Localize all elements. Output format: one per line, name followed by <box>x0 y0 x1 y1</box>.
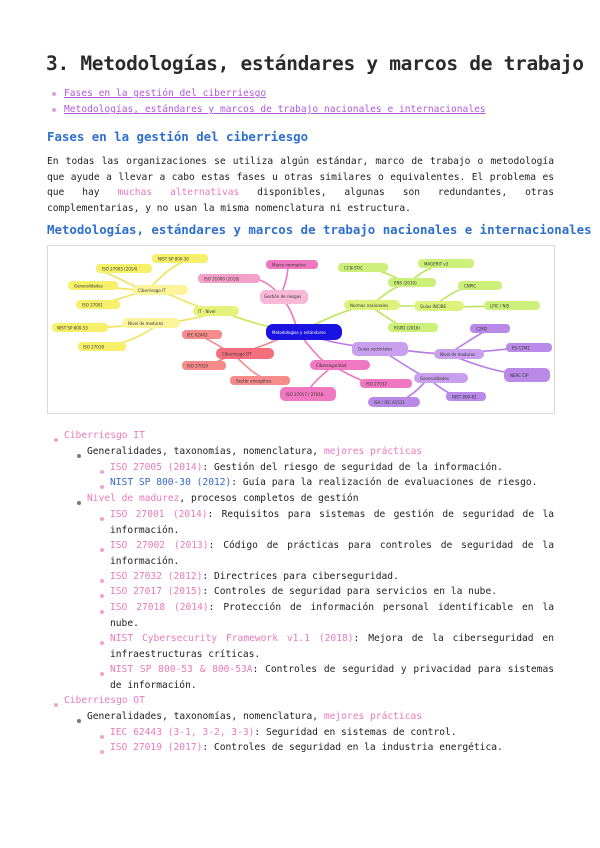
svg-text:ISO 31000 (2018): ISO 31000 (2018) <box>204 276 240 282</box>
standard-desc: : Controles de seguridad en la industria energética. <box>202 742 503 753</box>
standard-desc: : Gestión del riesgo de seguridad de la información. <box>202 462 503 473</box>
bullet-icon <box>100 672 104 676</box>
list-item-standard <box>110 631 554 662</box>
highlight-nivel-madurez: Nivel de madurez <box>87 493 180 504</box>
toc-link-fases[interactable]: Fases en la gestión del ciberriesgo <box>64 88 267 99</box>
list-item-standard <box>110 662 554 693</box>
svg-text:IEC 62443: IEC 62443 <box>187 332 208 338</box>
svg-text:ES-C2M2: ES-C2M2 <box>512 345 530 351</box>
table-of-contents <box>52 88 486 120</box>
list-item-standard <box>110 538 554 569</box>
list-item-it-maturity <box>87 491 358 507</box>
svg-text:ISA / IEC 61511: ISA / IEC 61511 <box>374 400 405 405</box>
svg-text:ISO 27001: ISO 27001 <box>82 302 103 308</box>
standard-desc: : Protección de información personal identificable en la <box>208 602 554 613</box>
standard-desc: : Controles de seguridad para servicios en la nube. <box>202 586 497 597</box>
paragraph-text: En todas las organizaciones se utiliza algún estándar, marco de trabajo o metodología que ayude a llevar a cabo estas fases u otras similares o equivalentes. El problema es que hay <box>47 156 554 198</box>
paragraph-text: disponibles, algunas son redundantes, otras complementarias, y no usan la misma nomenclatura ni estructura. <box>47 187 554 214</box>
standard-name: ISO 27019 (2017) <box>110 742 203 753</box>
list-item-standard <box>110 507 554 538</box>
standard-desc: : Mejora de la ciberseguridad en <box>353 633 554 644</box>
standard-desc: : Código de prácticas para controles de seguridad de la <box>208 540 554 551</box>
list-item-standard <box>110 584 497 600</box>
toc-item[interactable] <box>52 104 486 120</box>
bullet-icon <box>100 485 104 489</box>
item-text: Generalidades, taxonomías, nomenclatura, <box>87 711 324 722</box>
svg-text:Generalidades: Generalidades <box>74 283 103 289</box>
list-item-ot-general <box>87 709 422 725</box>
bullet-icon <box>100 470 104 474</box>
svg-text:Guías sectoriales: Guías sectoriales <box>358 346 393 352</box>
svg-text:Ciberriesgo IT: Ciberriesgo IT <box>138 288 166 293</box>
svg-text:Ciberseguridad: Ciberseguridad <box>316 363 347 368</box>
svg-text:NIST SP 800-53: NIST SP 800-53 <box>57 325 88 331</box>
list-item-standard <box>110 600 554 631</box>
section-heading-fases: Fases en la gestión del ciberriesgo <box>47 129 309 144</box>
standard-desc-cont: nube. <box>110 617 139 629</box>
mindmap-image <box>47 245 555 414</box>
bullet-icon <box>100 750 104 754</box>
standard-name: ISO 27005 (2014) <box>110 462 203 473</box>
standard-desc: : Directrices para ciberseguridad. <box>202 571 399 582</box>
svg-text:Metodologías y estándares: Metodologías y estándares <box>272 330 326 335</box>
svg-text:Generalidades: Generalidades <box>420 376 449 381</box>
svg-text:ISO 27018: ISO 27018 <box>83 344 104 350</box>
bullet-icon <box>100 594 104 598</box>
toc-link-metodologias[interactable]: Metodologías, estándares y marcos de trabajo nacionales e internacionales <box>64 104 486 115</box>
standard-name: NIST SP 800-53 & 800-53A <box>110 664 253 675</box>
bullet-icon <box>77 719 81 723</box>
standard-name: NIST Cybersecurity Framework v1.1 (2018) <box>110 633 354 644</box>
svg-text:ISO 27032: ISO 27032 <box>366 381 387 387</box>
svg-text:ENS (2010): ENS (2010) <box>394 280 417 286</box>
list-item-standard <box>110 460 503 476</box>
standard-name: ISO 27017 (2015) <box>110 586 203 597</box>
standard-desc: : Guía para la realización de evaluaciones de riesgo. <box>231 477 538 488</box>
svg-text:Nivel de madurez: Nivel de madurez <box>440 352 476 357</box>
svg-text:Nivel de madurez: Nivel de madurez <box>128 321 164 326</box>
bullet-icon <box>100 610 104 614</box>
svg-text:RGPD (2016): RGPD (2016) <box>394 325 420 331</box>
standard-desc-cont: información. <box>110 524 180 536</box>
section-heading-metodologias: Metodologías, estándares y marcos de trabajo nacionales e internacionales <box>47 222 592 237</box>
toc-item[interactable] <box>52 88 486 104</box>
standard-desc: : Controles de seguridad y privacidad para sistemas <box>252 664 555 675</box>
standard-desc: : Requisitos para sistemas de gestión de seguridad de la <box>207 509 554 520</box>
standard-name: NIST SP 800-30 (2012) <box>110 477 232 488</box>
bullet-icon <box>100 517 104 521</box>
mindmap-svg <box>48 246 554 413</box>
svg-text:NERC CIP: NERC CIP <box>510 373 529 378</box>
svg-text:NIST SP 800-30: NIST SP 800-30 <box>158 256 189 262</box>
svg-text:CNPIC: CNPIC <box>464 283 477 289</box>
bullet-icon <box>77 501 81 505</box>
bullet-icon <box>77 454 81 458</box>
intro-paragraph <box>47 154 554 216</box>
standard-name: ISO 27018 (2014) <box>110 602 209 613</box>
svg-text:Gestión de riesgos: Gestión de riesgos <box>264 294 302 299</box>
standard-desc-cont: infraestructuras críticas. <box>110 648 261 660</box>
list-item-it-general <box>87 444 422 460</box>
bullet-icon <box>100 641 104 645</box>
standard-name: ISO 27001 (2014) <box>110 509 208 520</box>
list-item-standard <box>110 740 503 756</box>
standard-name: ISO 27032 (2012) <box>110 571 203 582</box>
list-item-standard <box>110 725 457 741</box>
svg-text:Marco normativo: Marco normativo <box>272 262 306 268</box>
svg-text:CCN-STIC: CCN-STIC <box>344 265 363 271</box>
highlight-mejores-practicas: mejores prácticas <box>323 711 423 722</box>
standard-name: IEC 62443 (3-1, 3-2, 3-3) <box>110 727 255 738</box>
page-title: 3. Metodologías, estándares y marcos de trabajo <box>46 52 584 75</box>
svg-text:IT · Nivel: IT · Nivel <box>198 309 216 314</box>
bullet-icon <box>100 579 104 583</box>
item-text: Generalidades, taxonomías, nomenclatura, <box>87 446 324 457</box>
bullet-icon <box>100 548 104 552</box>
bullet-icon <box>54 703 58 707</box>
standard-desc-cont: información. <box>110 555 180 567</box>
svg-text:Guías INCIBE: Guías INCIBE <box>420 304 446 309</box>
highlight-alternativas: muchas alternativas <box>117 187 240 198</box>
svg-text:Normas nacionales: Normas nacionales <box>350 303 389 308</box>
standard-desc-cont: de información. <box>110 679 197 691</box>
list-item-standard <box>110 569 399 585</box>
svg-text:NIST 800-82: NIST 800-82 <box>452 394 477 400</box>
svg-text:C2M2: C2M2 <box>476 326 488 332</box>
svg-text:ISO 27017 / 27018: ISO 27017 / 27018 <box>286 392 324 397</box>
list-item-standard <box>110 475 537 491</box>
svg-text:Sector energético: Sector energético <box>236 378 272 384</box>
item-text: , procesos completos de gestión <box>179 493 359 504</box>
svg-text:ISO 27019: ISO 27019 <box>187 363 208 369</box>
standard-name: ISO 27002 (2013) <box>110 540 209 551</box>
bullet-icon <box>54 438 58 442</box>
svg-text:MAGERIT v3: MAGERIT v3 <box>424 261 449 267</box>
list-item-ot: Ciberriesgo OT <box>64 695 145 706</box>
svg-text:Ciberriesgo OT: Ciberriesgo OT <box>222 351 252 357</box>
svg-text:LPIC / NIS: LPIC / NIS <box>490 303 510 309</box>
svg-text:ISO 27005 (2014): ISO 27005 (2014) <box>102 266 138 272</box>
list-item-it: Ciberriesgo IT <box>64 430 145 441</box>
standard-desc: : Seguridad en sistemas de control. <box>254 727 457 738</box>
bullet-icon <box>100 735 104 739</box>
highlight-mejores-practicas: mejores prácticas <box>323 446 423 457</box>
